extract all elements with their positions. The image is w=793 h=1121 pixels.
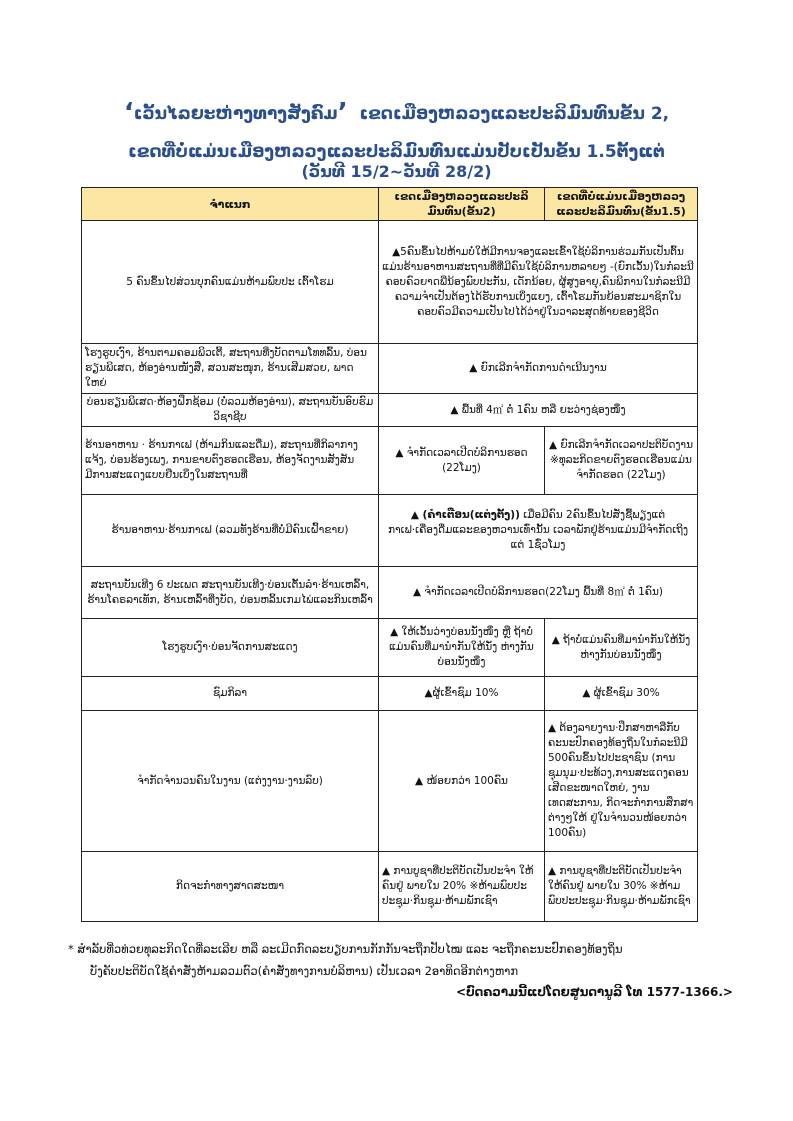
row-rule-other: ▲ ຍົກເລີກຈຳກັດເວລາປະຕິບັດງານ ※ທຸລະກິດຂາຍຕົງຮອດເຮືອນແມ່ນ ຈຳກັດຮອດ (22ໂມງ) (545, 427, 698, 495)
quote-close: ’ (337, 98, 348, 128)
title-line-1 (0, 98, 793, 128)
row-rule-capital: ▲ຜູ້ເຂົ້າຊົມ 10% (379, 677, 545, 711)
note-line-1: * ສຳລັບທີ່ວທ່ວຍທຸລະກິດໃດທີ່ລະເລີຍ ຫລື ລະເມີດກົດລະບຽບການກັກກັນຈະຖືກປັບໄໝ ແລະ ຈະຖືກຄະນະປົກຄອງທ້ອງຖິ່ນ (68, 942, 623, 956)
row-rule-capital: ▲ ຈຳກັດເວລາເປີດບໍລິການຮອດ (22ໂມງ) (379, 427, 545, 495)
row-rule-other: ▲ ຕ້ອງລາຍງານ·ປຶກສາຫາລືກັບ ຄະນະປົກຄອງທ້ອງຖິ່ນໃນກໍລະນີມີ 500ຄົນຂຶ້ນໄປປະຊາຊົນ (ການຊຸມນຸມ·ປະທ້ວງ,ການສະແດງຄອນເສີດຂະໜາດໃຫຍ່, ງານເທດສະການ, ກິດຈະກຳການສຶກສາຕ່າງໆໃຫ້ ຢູ່ໃນຈຳນວນໜ້ອຍກວ່າ 100ຄົນ) (545, 711, 698, 852)
row-category: ຮ້ານອາຫານ · ຮ້ານກາເຟ (ຫ້າມກິນແລະດື່ມ), ສະຖານທີ່ກິລາກາງແຈ້ງ, ບ່ອນຮ້ອງເພງ, ການຂາຍຕົງຮອດເຮືອນ, ຫ້ອງຈັດງານສັງສັນ ມີການສະແດງແບບຢືນເບິ່ງໃນສະຖານທີ່ (82, 427, 379, 495)
table-header-row (82, 188, 698, 221)
row-rule-text: ເມື່ອມີຄົນ 2ຄົນຂຶ້ນໄປສັ່ງຊື້ພຽງແຕ່ກາເຟ·ເຄື່ອງດື່ມແລະຂອງຫວານເທົ່ານັ້ນ ເວລາພັກຢູ່ຮ້ານແມ່ນມີຈຳກັດເຖິງແຕ່ 1ຊົ່ວໂມງ (387, 509, 689, 551)
row-rule-other: ▲ ການບູຊາທີ່ປະຕິບັດເປັນປະຈຳ ໃຫ້ຄົນຢູ່ ພາຍໃນ 30% ※ຫ້າມພົບປະປະຊຸມ·ກິນຊຸມ·ຫ້າມພັກເຊົາ (545, 852, 698, 922)
row-rule: ▲ ຈຳກັດເວລາເປີດບໍລິການຮອດ(22ໂມງ ພື້ນທີ່ 8㎡ ຕໍ່ 1ຄົນ) (379, 567, 698, 619)
row-rule-other: ▲ ຖ້າບໍ່ແມ່ນຄົນທີ່ມານຳກັນໃຫ້ນັ່ງ ຫ່າງກັນບ່ອນນັ່ງໜຶ່ງ (545, 619, 698, 677)
row-category: ໂຮງຮູບເງົາ·ບ່ອນຈັດການສະແດງ (82, 619, 379, 677)
row-category: ບ່ອນຮຽນພິເສດ·ຫ້ອງຝຶກຊ້ອມ (ບໍ່ລວມຫ້ອງອ່ານ), ສະຖານບັນອົບຮົມວິຊາຊີບ (82, 394, 379, 427)
row-category: ຈຳກັດຈຳນວນຄົນໃນງານ (ແຕ່ງງານ·ງານລົບ) (82, 711, 379, 852)
table-row (82, 221, 698, 344)
row-category: ຮ້ານອາຫານ·ຮ້ານກາເຟ (ລວມທັງຮ້ານທີ່ບໍ່ມີຄົນເຝົ້າຂາຍ) (82, 495, 379, 567)
header-category: ຈຳແນກ (82, 188, 379, 221)
row-rule-capital: ▲ ໜ້ອຍກວ່າ 100ຄົນ (379, 711, 545, 852)
table-row (82, 567, 698, 619)
table-row (82, 677, 698, 711)
row-rule: ▲5ຄົນຂຶ້ນໄປຫ້າມບໍ່ໃຫ້ມີການຈອງແລະເຂົ້າໃຊ້ບໍລິການຮ່ວມກັນເປັນຕົ້ນ ແມ່ນຮ້ານອາຫານສະຖານທີ່ທີ່ມີຄົນໃຊ້ບໍລິການຫລາຍໆ -(ຍົກເວັ້ນ)ໃນກໍລະນີຄອບຄົວຍາດພີ່ນ້ອງພົບປະກັນ, ເດັກນ້ອຍ, ຜູ້ສູງອາຍຸ,ຄົນພິການໃນກໍລະນີມີຄວາມຈຳເປັນຕ້ອງໄດ້ຮັບການເບິ່ງແຍງ, ເຕົ້າໂຮມກັນຍ້ອນສະມາຊິກໃນຄອບຄົວມີຄວາມເປັນໄປໄດ້ວ່າຢູ່ໃນວາລະສຸດທ້າຍຂອງຊີວິດ (379, 221, 698, 344)
row-rule-capital: ▲ ໃຫ້ເວັ້ນວ່າງບ່ອນນັ່ງໜຶ່ງ ຫຼື ຖ້າບໍ່ແມ່ນຄົນທີ່ມານຳກັນໃຫ້ນັ່ງ ຫ່າງກັນບ່ອນນັ່ງໜຶ່ງ (379, 619, 545, 677)
table-row (82, 495, 698, 567)
table-row (82, 711, 698, 852)
row-rule: ▲ ຍົກເລີກຈຳກັດການດຳເນີນງານ (379, 344, 698, 394)
notes (68, 938, 758, 982)
title-phrase: ເວັ້ນໄລຍະຫ່າງທາງສັງຄົມ (133, 104, 338, 124)
quote-open: ‘ (123, 98, 134, 128)
row-rule (379, 495, 698, 567)
footer-credit: <ບົດຄວາມນີ້ແປໂດຍສູນດານູລີ ໂທ 1577-1366.> (456, 985, 733, 999)
header-other: ເຂດທີ່ບໍ່ແມ່ນເມືອງຫລວງ ແລະປະລິມົນທົນ(ຂັ້ນ1.5) (545, 188, 698, 221)
row-category: ກິດຈະກຳທາງສາດສະໜາ (82, 852, 379, 922)
table-row (82, 619, 698, 677)
row-rule: ▲ ພື້ນທີ່ 4㎡ ຕໍ່ 1ຄົນ ຫລື ຍະວ່າງຊ່ອງໜຶ່ງ (379, 394, 698, 427)
row-rule-capital: ▲ ການບູຊາທີ່ປະຕິບັດເປັນປະຈຳ ໃຫ້ຄົນຢູ່ ພາຍໃນ 20% ※ຫ້າມພົບປະປະຊຸມ·ກິນຊຸມ·ຫ້າມພັກເຊົາ (379, 852, 545, 922)
row-category: ຊົມກິລາ (82, 677, 379, 711)
row-rule-other: ▲ ຜູ້ເຂົ້າຊົມ 30% (545, 677, 698, 711)
row-category: ສະຖານບັນເທີງ 6 ປະເພດ ສະຖານບັນເທີງ·ບ່ອນເຕັ້ນລຳ·ຮ້ານເຫລົ້າ, ຮ້ານໂຄຣລາເທັກ, ຮ້ານເຫລົ້າທີ່ງບັດ, ບ່ອນຫລິ້ນເກມໄພ່ແລະກິນເຫລົ້າ (82, 567, 379, 619)
title-rest: ເຂດເມືອງຫລວງແລະປະລິມົນທົນຂັ້ນ 2, (359, 104, 670, 124)
title-line-2: ເຂດທີ່ບໍ່ແມ່ນເມືອງຫລວງແລະປະລິມົນທົນແມ່ນປັບເປັນຂັ້ນ 1.5ຕັ້ງແຕ່ (128, 142, 665, 162)
table-row (82, 344, 698, 394)
title-line-3: (ວັນທີ 15/2~ວັນທີ 28/2) (301, 162, 492, 181)
note-line-2: ບັງຄັບປະຕິບັດໃຊ້ຄຳສັ່ງຫ້າມລວມຕົວ(ຄຳສັ່ງທາງການບໍລິຫານ) ເປັນເວລາ 2ອາທິດອີກຕ່າງຫາກ (90, 964, 519, 978)
header-capital: ເຂດເມືອງຫລວງແລະປະລິມົນທົນ(ຂັ້ນ2) (379, 188, 545, 221)
table-row (82, 852, 698, 922)
table-row (82, 394, 698, 427)
row-category: ໂຮງຮູບເງົາ, ຮ້ານຕາມຄອມພິວເຕີ້, ສະຖານທີ່ງບັດຕາມໂທທລົ້ນ, ບ່ອນຮຽນພິເສດ, ຫ້ອງອ່ານໜັງສື, ສວນສະໜຸກ, ຮ້ານເສີມສວຍ, ພາດໃຫຍ່ (82, 344, 379, 394)
table-row (82, 427, 698, 495)
rules-table (81, 187, 698, 922)
row-rule-bold: ▲ (ຄຳເຕືອນ(ແຕ່ງຕັ້ງ)) (410, 509, 520, 521)
row-category: 5 ຄົນຂຶ້ນໄປສ່ວນບຸກຄົນແມ່ນຫ້າມພົບປະ ເຕົ້າໂຮມ (82, 221, 379, 344)
